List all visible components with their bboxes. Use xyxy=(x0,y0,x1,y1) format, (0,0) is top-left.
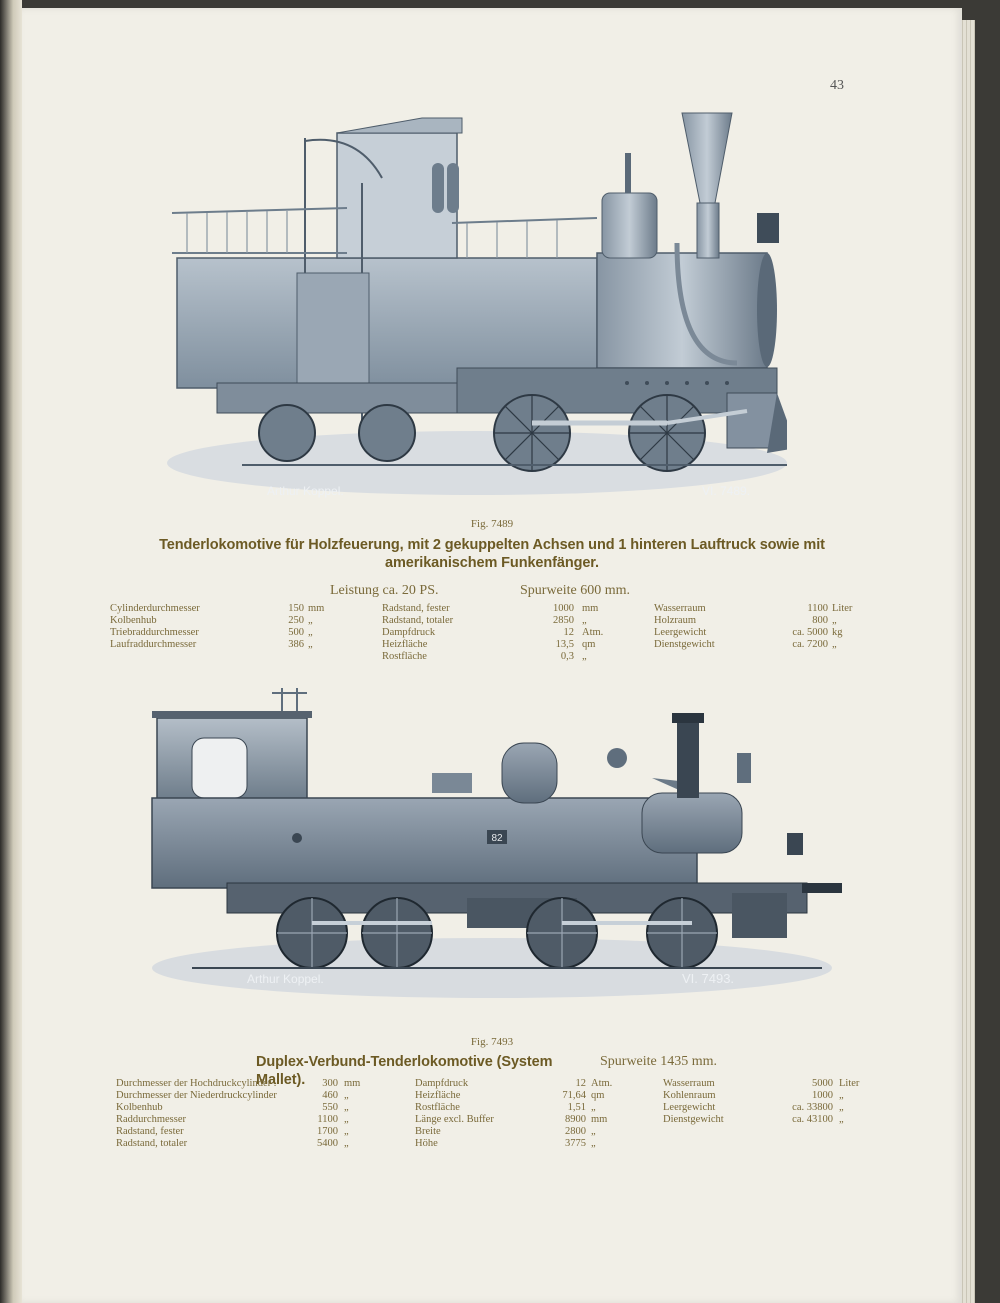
spec-row: Heizfläche 71,64 qm xyxy=(415,1090,605,1101)
page-number: 43 xyxy=(830,78,844,93)
spec-row: Dampfdruck 12 Atm. xyxy=(382,627,604,638)
spec-row: Radstand, totaler 5400 „ xyxy=(116,1138,349,1149)
fig-7493-label: Fig. 7493 xyxy=(470,1036,514,1048)
spec-row: Cylinderdurchmesser 150 mm xyxy=(110,603,325,614)
figure-7489-image xyxy=(147,93,787,513)
fig-7489-spec-col2 xyxy=(382,603,622,663)
fig-7489-caption-line1: Tenderlokomotive für Holzfeuerung, mit 2 gekuppelten Achsen und 1 hinteren Lauftruck sowie mit xyxy=(159,537,825,553)
number-plate: 82 xyxy=(491,833,503,844)
fig-7489-spec-col3 xyxy=(654,603,874,651)
spec-row: Breite 2800 „ xyxy=(415,1126,596,1137)
fig-7489-caption xyxy=(142,536,842,572)
fig-7493-caption: Duplex-Verbund-Tenderlokomotive (System Mallet). xyxy=(256,1054,553,1088)
spec-row: Radstand, fester 1700 „ xyxy=(116,1126,349,1137)
spec-row: Leergewicht ca. 33800 „ xyxy=(663,1102,844,1113)
spec-row: Radstand, fester 1000 mm xyxy=(382,603,599,614)
plate-watermark-2: VI. 7493. xyxy=(682,971,735,986)
fig-7493-spurweite: Spurweite 1435 mm. xyxy=(600,1054,718,1069)
spec-row: Dienstgewicht ca. 7200 „ xyxy=(654,639,837,650)
spec-row: Wasserraum 1100 Liter xyxy=(654,603,853,614)
locomotive-7493-illustration xyxy=(132,683,842,1003)
spec-row: Rostfläche 0,3 „ xyxy=(382,651,587,662)
spec-row: Durchmesser der Niederdruckcylinder 460 „ xyxy=(116,1090,349,1101)
book-gutter xyxy=(0,0,22,1303)
fig-7489-caption-line2: amerikanischem Funkenfänger. xyxy=(385,555,599,571)
spec-row: Laufraddurchmesser 386 „ xyxy=(110,639,313,650)
plate-watermark-1: VI. 7489. xyxy=(702,484,751,498)
spec-row: Kolbenhub 550 „ xyxy=(116,1102,349,1113)
fig-7489-label: Fig. 7489 xyxy=(470,518,514,530)
fig-7493-spec-col2 xyxy=(415,1078,645,1150)
spec-row: Rostfläche 1,51 „ xyxy=(415,1102,596,1113)
fig-7493-spec-col1 xyxy=(116,1078,376,1150)
spec-row: Triebraddurchmesser 500 „ xyxy=(110,627,313,638)
koppel-watermark-1: Arthur Koppel. xyxy=(267,484,344,498)
spec-row: Höhe 3775 „ xyxy=(415,1138,596,1149)
fig-7493-spec-col3 xyxy=(663,1078,883,1126)
spec-row: Heizfläche 13,5 qm xyxy=(382,639,596,650)
koppel-watermark-2: Arthur Koppel. xyxy=(247,972,324,986)
spec-row: Durchmesser der Hochdruckcylinder . 300 mm xyxy=(116,1078,361,1089)
fig-7489-spurweite: Spurweite 600 mm. xyxy=(520,583,631,598)
locomotive-7489-illustration xyxy=(147,93,787,513)
spec-row: Kolbenhub 250 „ xyxy=(110,615,313,626)
spec-row: Holzraum 800 „ xyxy=(654,615,837,626)
fig-7489-leistung: Leistung ca. 20 PS. xyxy=(330,583,439,598)
spec-row: Länge excl. Buffer 8900 mm xyxy=(415,1114,608,1125)
spec-row: Kohlenraum 1000 „ xyxy=(663,1090,844,1101)
spec-row: Wasserraum 5000 Liter xyxy=(663,1078,860,1089)
fig-7489-spec-col1 xyxy=(110,603,340,651)
spec-row: Dienstgewicht ca. 43100 „ xyxy=(663,1114,844,1125)
spec-row: Leergewicht ca. 5000 kg xyxy=(654,627,843,638)
spec-row: Radstand, totaler 2850 „ xyxy=(382,615,587,626)
spec-row: Raddurchmesser 1100 „ xyxy=(116,1114,349,1125)
spec-row: Dampfdruck 12 Atm. xyxy=(415,1078,613,1089)
figure-7493-image xyxy=(132,683,842,1003)
book-page xyxy=(22,8,962,1303)
